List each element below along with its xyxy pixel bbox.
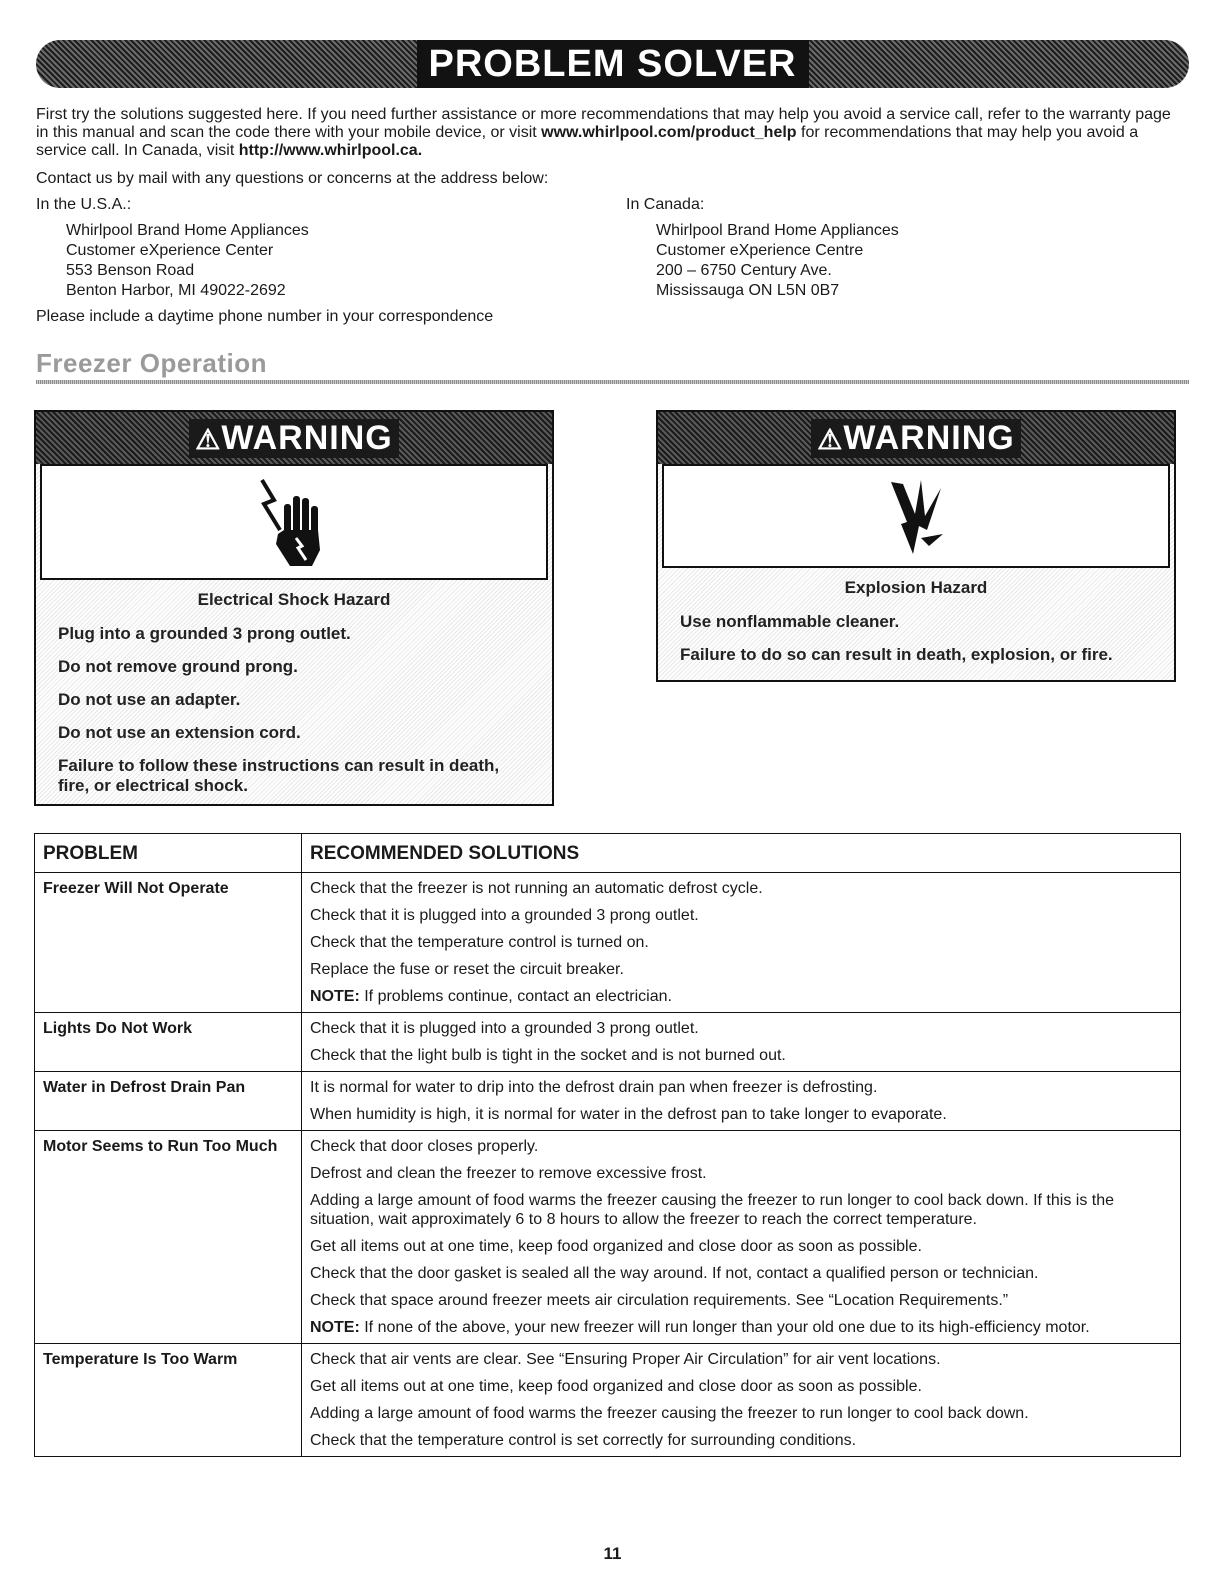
include-note: Please include a daytime phone number in your correspondence — [36, 308, 494, 325]
warning-box-shock — [34, 410, 554, 806]
column-header-problem: PROBLEM — [35, 834, 302, 873]
table-row — [35, 1072, 1181, 1131]
warning-line: Failure to do so can result in death, explosion, or fire. — [680, 645, 1113, 664]
solution-item: It is normal for water to drip into the defrost drain pan when freezer is defrosting. — [310, 1079, 878, 1096]
note-label: NOTE: — [310, 988, 360, 1005]
table-row — [35, 873, 1181, 1013]
solutions-cell — [302, 873, 1181, 1013]
section-divider — [36, 380, 1189, 384]
solution-item: Adding a large amount of food warms the freezer causing the freezer to run longer to cool back down. If this is the situation, wait approximately 6 to 8 hours to allow the freezer to reach the correct temperature. — [310, 1192, 1114, 1228]
address-line: Customer eXperience Centre — [656, 242, 864, 259]
address-line: Mississauga ON L5N 0B7 — [656, 282, 840, 299]
warning-line: Do not use an extension cord. — [58, 723, 301, 742]
warning-heading: ⚠WARNING — [811, 419, 1020, 458]
problem-cell: Temperature Is Too Warm — [35, 1344, 302, 1457]
usa-label: In the U.S.A.: — [36, 196, 132, 213]
address-line: Whirlpool Brand Home Appliances — [656, 222, 899, 239]
warning-triangle-icon: ⚠ — [817, 423, 844, 455]
canada-link: http://www.whirlpool.ca. — [238, 142, 423, 159]
solution-item: Check that the freezer is not running an automatic defrost cycle. — [310, 880, 763, 897]
intro-text-1: First try the solutions suggested here. If you need further assistance or more recommendations that may help you avoid a service call, refer to the warranty page in this manual and scan the code there with your mobile device, or visit — [36, 106, 1171, 141]
address-line: 200 – 6750 Century Ave. — [656, 262, 832, 279]
hazard-title: Explosion Hazard — [844, 578, 988, 597]
address-line: Customer eXperience Center — [66, 242, 274, 259]
solution-item: Check that the temperature control is set correctly for surrounding conditions. — [310, 1432, 857, 1449]
problem-cell: Lights Do Not Work — [35, 1013, 302, 1072]
column-header-solutions: RECOMMENDED SOLUTIONS — [302, 834, 1181, 873]
solution-item: When humidity is high, it is normal for water in the defrost pan to take longer to evaporate. — [310, 1106, 947, 1123]
solution-item: Check that the door gasket is sealed all the way around. If not, contact a qualified person or technician. — [310, 1265, 1039, 1282]
table-header-row — [35, 834, 1181, 873]
solution-item: Check that air vents are clear. See “Ensuring Proper Air Circulation” for air vent locations. — [310, 1351, 941, 1368]
table-row — [35, 1344, 1181, 1457]
page-title: PROBLEM SOLVER — [417, 40, 809, 88]
solutions-cell — [302, 1344, 1181, 1457]
solution-item: Check that the light bulb is tight in the socket and is not burned out. — [310, 1047, 786, 1064]
solution-item: Check that door closes properly. — [310, 1138, 539, 1155]
warning-line: Plug into a grounded 3 prong outlet. — [58, 624, 351, 643]
address-line: Whirlpool Brand Home Appliances — [66, 222, 309, 239]
warning-triangle-icon: ⚠ — [195, 423, 222, 455]
product-help-link: www.whirlpool.com/product_help — [541, 124, 797, 141]
problem-cell: Water in Defrost Drain Pan — [35, 1072, 302, 1131]
intro-text-2: for recommendations that may help you avoid a service call. In Canada, visit — [36, 124, 1139, 159]
section-title: Freezer Operation — [36, 348, 268, 378]
electrical-shock-hand-icon — [254, 474, 334, 570]
intro-paragraph — [36, 106, 1186, 160]
warning-line: Use nonflammable cleaner. — [680, 612, 900, 631]
solution-item: Check that it is plugged into a grounded 3 prong outlet. — [310, 1020, 699, 1037]
warning-heading: ⚠WARNING — [189, 419, 398, 458]
canada-label: In Canada: — [626, 196, 705, 213]
contact-text: Contact us by mail with any questions or concerns at the address below: — [36, 170, 549, 187]
solutions-cell — [302, 1013, 1181, 1072]
solution-item: Check that the temperature control is turned on. — [310, 934, 649, 951]
solution-item: Adding a large amount of food warms the freezer causing the freezer to run longer to cool back down. — [310, 1405, 1029, 1422]
canada-address — [656, 221, 899, 301]
solution-item: Check that space around freezer meets air circulation requirements. See “Location Requirements.” — [310, 1292, 1009, 1309]
solution-note: NOTE: If none of the above, your new freezer will run longer than your old one due to its high-efficiency motor. — [310, 1319, 1090, 1336]
warning-body — [658, 568, 1174, 665]
solution-item: Defrost and clean the freezer to remove excessive frost. — [310, 1165, 707, 1182]
solution-item: Replace the fuse or reset the circuit breaker. — [310, 961, 624, 978]
warning-line: Do not remove ground prong. — [58, 657, 298, 676]
warning-line: Failure to follow these instructions can result in death, fire, or electrical shock. — [58, 756, 500, 795]
page-banner — [36, 40, 1189, 88]
warning-header — [36, 412, 552, 464]
explosion-icon — [881, 474, 951, 558]
solutions-cell — [302, 1072, 1181, 1131]
warning-icon-area — [40, 464, 548, 580]
problem-solver-table — [34, 833, 1181, 1457]
hazard-title: Electrical Shock Hazard — [197, 590, 391, 609]
solution-note: NOTE: If problems continue, contact an electrician. — [310, 988, 672, 1005]
table-row — [35, 1013, 1181, 1072]
solution-item: Check that it is plugged into a grounded 3 prong outlet. — [310, 907, 699, 924]
warning-box-explosion — [656, 410, 1176, 682]
address-line: Benton Harbor, MI 49022-2692 — [66, 282, 286, 299]
usa-address — [66, 221, 309, 301]
problem-cell: Motor Seems to Run Too Much — [35, 1131, 302, 1344]
problem-cell: Freezer Will Not Operate — [35, 873, 302, 1013]
note-label: NOTE: — [310, 1319, 360, 1336]
warning-icon-area — [662, 464, 1170, 568]
warning-line: Do not use an adapter. — [58, 690, 241, 709]
warning-body — [36, 580, 552, 796]
table-row — [35, 1131, 1181, 1344]
warning-header — [658, 412, 1174, 464]
solution-item: Get all items out at one time, keep food organized and close door as soon as possible. — [310, 1238, 922, 1255]
solutions-cell — [302, 1131, 1181, 1344]
page-number: 11 — [603, 1544, 622, 1563]
solution-item: Get all items out at one time, keep food organized and close door as soon as possible. — [310, 1378, 922, 1395]
address-line: 553 Benson Road — [66, 262, 195, 279]
